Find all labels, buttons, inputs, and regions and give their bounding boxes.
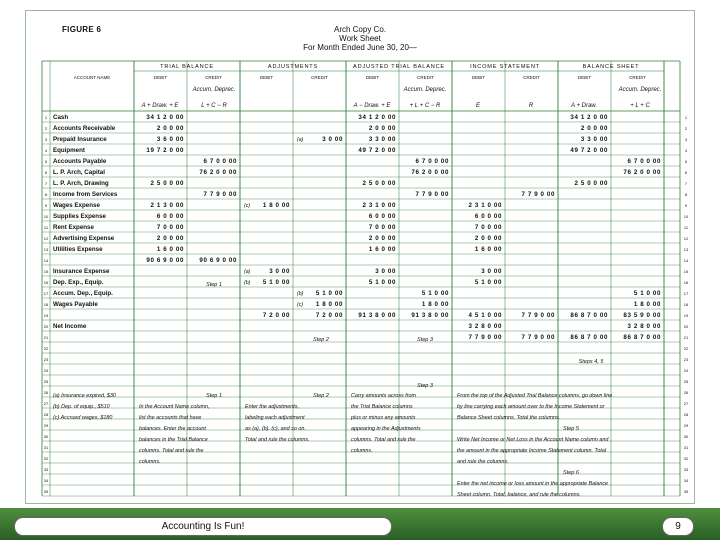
account-name: Utilities Expense — [53, 246, 103, 253]
account-name-heading: ACCOUNT NAME — [73, 75, 111, 80]
row-number-right: 26 — [683, 390, 689, 395]
credit-heading: CREDIT — [205, 75, 222, 80]
row-number-right: 17 — [683, 291, 689, 296]
worksheet-figure — [25, 10, 695, 504]
step1-heading: Step 1 — [206, 393, 222, 399]
amount-cell: 6 7 0 0 00 — [627, 158, 661, 165]
step2-text: as (a), (b), (c), and so on. — [245, 426, 306, 432]
account-name: Net Income — [53, 323, 87, 330]
amount-cell: 2 0 0 00 — [156, 235, 184, 242]
row-number-right: 10 — [683, 214, 689, 219]
amount-cell: 3 0 00 — [481, 268, 502, 275]
row-number-right: 8 — [684, 192, 688, 197]
amount-cell: 7 7 9 0 00 — [203, 191, 237, 198]
amount-cell: 2 1 3 0 00 — [150, 202, 184, 209]
row-number: 18 — [43, 302, 49, 307]
amount-cell: 1 6 0 00 — [368, 246, 396, 253]
row-number-right: 18 — [683, 302, 689, 307]
amount-cell: 90 6 9 0 00 — [199, 257, 237, 264]
amount-cell: 3 6 0 00 — [156, 136, 184, 143]
debit-heading: DEBIT — [471, 75, 486, 80]
amount-cell: 49 7 2 0 00 — [570, 147, 608, 154]
step4-text: by line carrying each amount over to the Income Statement or — [457, 404, 605, 410]
row-number: 20 — [43, 324, 49, 329]
bs-debit-equation: A + Draw. — [571, 103, 597, 109]
amount-cell: 7 0 0 00 — [156, 224, 184, 231]
row-number-right: 30 — [683, 434, 689, 439]
report-title: Work Sheet — [339, 34, 381, 43]
tb-credit-equation: L + C − R — [201, 103, 227, 109]
row-number: 3 — [44, 137, 48, 142]
row-number: 10 — [43, 214, 49, 219]
account-name: Insurance Expense — [53, 268, 110, 275]
account-name: Accum. Dep., Equip. — [53, 290, 113, 297]
amount-cell: 2 5 0 0 00 — [574, 180, 608, 187]
amount-cell: 86 8 7 0 00 — [570, 312, 608, 319]
bs-credit-equation: + L + C — [630, 103, 650, 109]
step3-text: Carry amounts across from — [351, 393, 417, 399]
row-number-right: 31 — [683, 445, 689, 450]
amount-cell: 7 0 0 00 — [368, 224, 396, 231]
amount-cell: 5 1 0 00 — [421, 290, 449, 297]
step5-text: Write Net Income or Net Loss in the Account Name column and — [457, 437, 609, 443]
row-number-right: 21 — [683, 335, 689, 340]
bs-accum-deprec: Accum. Deprec. — [618, 87, 662, 93]
step3-text: columns. — [351, 448, 373, 454]
row-number: 16 — [43, 280, 49, 285]
account-name: Equipment — [53, 147, 85, 154]
amount-cell: 3 3 0 00 — [368, 136, 396, 143]
amount-cell: 6 0 0 00 — [156, 213, 184, 220]
row-number: 23 — [43, 357, 49, 362]
amount-cell: 7 2 0 00 — [315, 312, 343, 319]
account-name: Advertising Expense — [53, 235, 115, 242]
credit-heading: CREDIT — [311, 75, 328, 80]
row-number: 24 — [43, 368, 49, 373]
row-number-right: 1 — [684, 115, 688, 120]
adjustment-note: (b) Dep. of equip., $510 — [53, 404, 110, 410]
row-number: 1 — [44, 115, 48, 120]
account-name: L. P. Arch, Capital — [53, 169, 105, 176]
row-number-right: 23 — [683, 357, 689, 362]
company-name: Arch Copy Co. — [333, 25, 387, 34]
amount-cell: 2 5 0 0 00 — [150, 180, 184, 187]
row-number: 22 — [43, 346, 49, 351]
amount-cell: 19 7 2 0 00 — [146, 147, 184, 154]
row-number-right: 33 — [683, 467, 689, 472]
row-number-right: 9 — [684, 203, 688, 208]
amount-cell: 2 3 1 0 00 — [362, 202, 396, 209]
amount-cell: 6 0 0 00 — [368, 213, 396, 220]
row-number-right: 12 — [683, 236, 689, 241]
amount-cell: 5 1 0 00 — [368, 279, 396, 286]
row-number: 29 — [43, 423, 49, 428]
row-number: 26 — [43, 390, 49, 395]
step2-text: Total and rule the columns. — [245, 437, 310, 443]
row-number-right: 20 — [683, 324, 689, 329]
amount-cell: 3 2 8 0 00 — [468, 323, 502, 330]
row-number-right: 4 — [684, 148, 688, 153]
step6-text: Sheet column. Total, balance, and rule the columns. — [457, 492, 581, 498]
amount-cell: 3 2 8 0 00 — [627, 323, 661, 330]
step3-text: appearing in the Adjustments — [351, 426, 421, 432]
row-number: 28 — [43, 412, 49, 417]
amount-cell: 7 7 9 0 00 — [521, 191, 555, 198]
amount-cell: 86 8 7 0 00 — [570, 334, 608, 341]
tb-debit-equation: A + Draw. + E — [141, 103, 179, 109]
tb-accum-deprec: Accum. Deprec. — [192, 87, 236, 93]
step2-text: Enter the adjustments, — [245, 404, 299, 410]
row-number: 13 — [43, 247, 49, 252]
atb-debit-equation: A − Draw. + E — [353, 103, 391, 109]
column-group-heading: ADJUSTMENTS — [267, 64, 319, 70]
column-group-heading: BALANCE SHEET — [582, 64, 640, 70]
amount-cell: 7 7 9 0 00 — [415, 191, 449, 198]
step1-text: columns. Total and rule the — [139, 448, 204, 454]
adjustment-note: (c) Accrued wages, $180 — [53, 415, 113, 421]
figure-label: FIGURE 6 — [62, 25, 102, 34]
row-number-right: 22 — [683, 346, 689, 351]
step1-text: In the Account Name column, — [139, 404, 210, 410]
row-number-right: 28 — [683, 412, 689, 417]
adjustment-tag: (b) — [244, 280, 251, 286]
amount-cell: 2 0 0 00 — [368, 125, 396, 132]
row-number: 4 — [44, 148, 48, 153]
amount-cell: 7 7 9 0 00 — [468, 334, 502, 341]
amount-cell: 1 8 0 00 — [262, 202, 290, 209]
report-period: For Month Ended June 30, 20— — [303, 43, 417, 52]
amount-cell: 76 2 0 0 00 — [199, 169, 237, 176]
amount-cell: 3 0 00 — [375, 268, 396, 275]
row-number: 34 — [43, 478, 49, 483]
amount-cell: 7 0 0 00 — [474, 224, 502, 231]
credit-heading: CREDIT — [417, 75, 434, 80]
amount-cell: 7 7 9 0 00 — [521, 334, 555, 341]
worksheet-grid — [26, 11, 694, 503]
row-number: 32 — [43, 456, 49, 461]
debit-heading: DEBIT — [259, 75, 274, 80]
amount-cell: 83 5 9 0 00 — [623, 312, 661, 319]
footer-label: Accounting Is Fun! — [14, 517, 392, 536]
amount-cell: 1 6 0 00 — [156, 246, 184, 253]
account-name: Cash — [53, 114, 69, 121]
row-number-right: 34 — [683, 478, 689, 483]
step6-heading: Step 6 — [563, 470, 579, 476]
step1-text: balances in the Trial Balance — [139, 437, 208, 443]
amount-cell: 7 2 0 00 — [262, 312, 290, 319]
row-number: 12 — [43, 236, 49, 241]
row-number: 27 — [43, 401, 49, 406]
row-number: 19 — [43, 313, 49, 318]
amount-cell: 2 0 0 00 — [474, 235, 502, 242]
step3-text: the Trial Balance columns — [351, 404, 413, 410]
row-number-right: 25 — [683, 379, 689, 384]
row-number: 7 — [44, 181, 48, 186]
row-number: 31 — [43, 445, 49, 450]
amount-cell: 5 1 0 00 — [474, 279, 502, 286]
credit-heading: CREDIT — [523, 75, 540, 80]
amount-cell: 2 5 0 0 00 — [362, 180, 396, 187]
column-group-heading: INCOME STATEMENT — [470, 64, 540, 70]
amount-cell: 90 6 9 0 00 — [146, 257, 184, 264]
adjustment-tag: (c) — [297, 302, 304, 308]
step5-text: and rule the columns. — [457, 459, 509, 465]
row-number-right: 7 — [684, 181, 688, 186]
step-marker: Step 3 — [417, 337, 433, 343]
amount-cell: 5 1 0 00 — [633, 290, 661, 297]
account-name: Income from Services — [53, 191, 118, 198]
row-number-right: 15 — [683, 269, 689, 274]
account-name: Accounts Payable — [53, 158, 107, 165]
amount-cell: 34 1 2 0 00 — [570, 114, 608, 121]
amount-cell: 34 1 2 0 00 — [146, 114, 184, 121]
row-number-right: 29 — [683, 423, 689, 428]
account-name: Prepaid Insurance — [53, 136, 107, 143]
debit-heading: DEBIT — [365, 75, 380, 80]
row-number-right: 35 — [683, 489, 689, 494]
step1-text: balances. Enter the account — [139, 426, 206, 432]
step3-text: columns. Total and rule the — [351, 437, 416, 443]
step3-text: plus or minus any amounts — [351, 415, 416, 421]
credit-heading: CREDIT — [629, 75, 646, 80]
amount-cell: 7 7 9 0 00 — [521, 312, 555, 319]
row-number-right: 6 — [684, 170, 688, 175]
amount-cell: 5 1 0 00 — [315, 290, 343, 297]
amount-cell: 1 8 0 00 — [421, 301, 449, 308]
amount-cell: 3 0 00 — [269, 268, 290, 275]
account-name: L. P. Arch, Drawing — [53, 180, 109, 187]
row-number-right: 5 — [684, 159, 688, 164]
amount-cell: 76 2 0 0 00 — [623, 169, 661, 176]
step-marker: Step 3 — [417, 383, 433, 389]
amount-cell: 5 1 0 00 — [262, 279, 290, 286]
step4-text: Balance Sheet columns. Total the columns. — [457, 415, 561, 421]
amount-cell: 34 1 2 0 00 — [358, 114, 396, 121]
amount-cell: 91 3 8 0 00 — [411, 312, 449, 319]
amount-cell: 76 2 0 0 00 — [411, 169, 449, 176]
row-number-right: 16 — [683, 280, 689, 285]
amount-cell: 2 0 0 00 — [580, 125, 608, 132]
row-number: 2 — [44, 126, 48, 131]
step1-text: columns. — [139, 459, 161, 465]
atb-accum-deprec: Accum. Deprec. — [403, 87, 447, 93]
step4-text: From the top of the Adjusted Trial Balance columns, go down line — [457, 393, 613, 399]
row-number-right: 11 — [683, 225, 689, 230]
account-name: Wages Expense — [53, 202, 100, 209]
amount-cell: 2 0 0 00 — [368, 235, 396, 242]
step1-text: list the accounts that have — [139, 415, 202, 421]
step-marker: Steps 4, 5 — [578, 359, 604, 365]
row-number-right: 2 — [684, 126, 688, 131]
row-number: 21 — [43, 335, 49, 340]
account-name: Accounts Receivable — [53, 125, 116, 132]
atb-credit-equation: + L + C − R — [409, 103, 441, 109]
amount-cell: 4 5 1 0 00 — [468, 312, 502, 319]
amount-cell: 6 7 0 0 00 — [415, 158, 449, 165]
account-name: Dep. Exp., Equip. — [53, 279, 104, 286]
amount-cell: 6 0 0 00 — [474, 213, 502, 220]
amount-cell: 2 3 1 0 00 — [468, 202, 502, 209]
amount-cell: 49 7 2 0 00 — [358, 147, 396, 154]
amount-cell: 3 0 00 — [322, 136, 343, 143]
amount-cell: 86 8 7 0 00 — [623, 334, 661, 341]
row-number-right: 3 — [684, 137, 688, 142]
row-number: 15 — [43, 269, 49, 274]
row-number-right: 19 — [683, 313, 689, 318]
amount-cell: 1 6 0 00 — [474, 246, 502, 253]
row-number: 35 — [43, 489, 49, 494]
adjustment-note: (a) Insurance expired, $30 — [53, 393, 116, 399]
step5-text: the amount in the appropriate Income Statement column. Total — [457, 448, 607, 454]
amount-cell: 3 3 0 00 — [580, 136, 608, 143]
row-number-right: 32 — [683, 456, 689, 461]
step-marker: Step 2 — [313, 337, 329, 343]
step2-heading: Step 2 — [313, 393, 329, 399]
column-group-heading: ADJUSTED TRIAL BALANCE — [353, 64, 445, 70]
row-number: 25 — [43, 379, 49, 384]
row-number: 11 — [43, 225, 49, 230]
debit-heading: DEBIT — [577, 75, 592, 80]
adjustment-tag: (a) — [297, 137, 304, 143]
row-number: 17 — [43, 291, 49, 296]
row-number: 33 — [43, 467, 49, 472]
account-name: Wages Payable — [53, 301, 98, 308]
account-name: Rent Expense — [53, 224, 94, 231]
row-number: 8 — [44, 192, 48, 197]
row-number: 9 — [44, 203, 48, 208]
adjustment-tag: (b) — [297, 291, 304, 297]
page-number: 9 — [662, 517, 694, 536]
step6-text: Enter the net income or loss amount in the appropriate Balance — [457, 481, 609, 487]
row-number: 30 — [43, 434, 49, 439]
debit-heading: DEBIT — [153, 75, 168, 80]
adjustment-tag: (c) — [244, 203, 251, 209]
amount-cell: 6 7 0 0 00 — [203, 158, 237, 165]
amount-cell: 1 8 0 00 — [315, 301, 343, 308]
amount-cell: 1 8 0 00 — [633, 301, 661, 308]
step-marker: Step 1 — [206, 282, 222, 288]
step2-text: labeling each adjustment — [245, 415, 305, 421]
row-number: 5 — [44, 159, 48, 164]
step5-heading: Step 5 — [563, 426, 579, 432]
column-group-heading: TRIAL BALANCE — [160, 64, 214, 70]
is-credit-label: R — [528, 103, 534, 109]
amount-cell: 2 0 0 00 — [156, 125, 184, 132]
row-number-right: 27 — [683, 401, 689, 406]
row-number-right: 24 — [683, 368, 689, 373]
account-name: Supplies Expense — [53, 213, 106, 220]
row-number-right: 13 — [683, 247, 689, 252]
row-number: 6 — [44, 170, 48, 175]
adjustment-tag: (a) — [244, 269, 251, 275]
row-number-right: 14 — [683, 258, 689, 263]
is-debit-label: E — [475, 103, 481, 109]
amount-cell: 91 3 8 0 00 — [358, 312, 396, 319]
row-number: 14 — [43, 258, 49, 263]
